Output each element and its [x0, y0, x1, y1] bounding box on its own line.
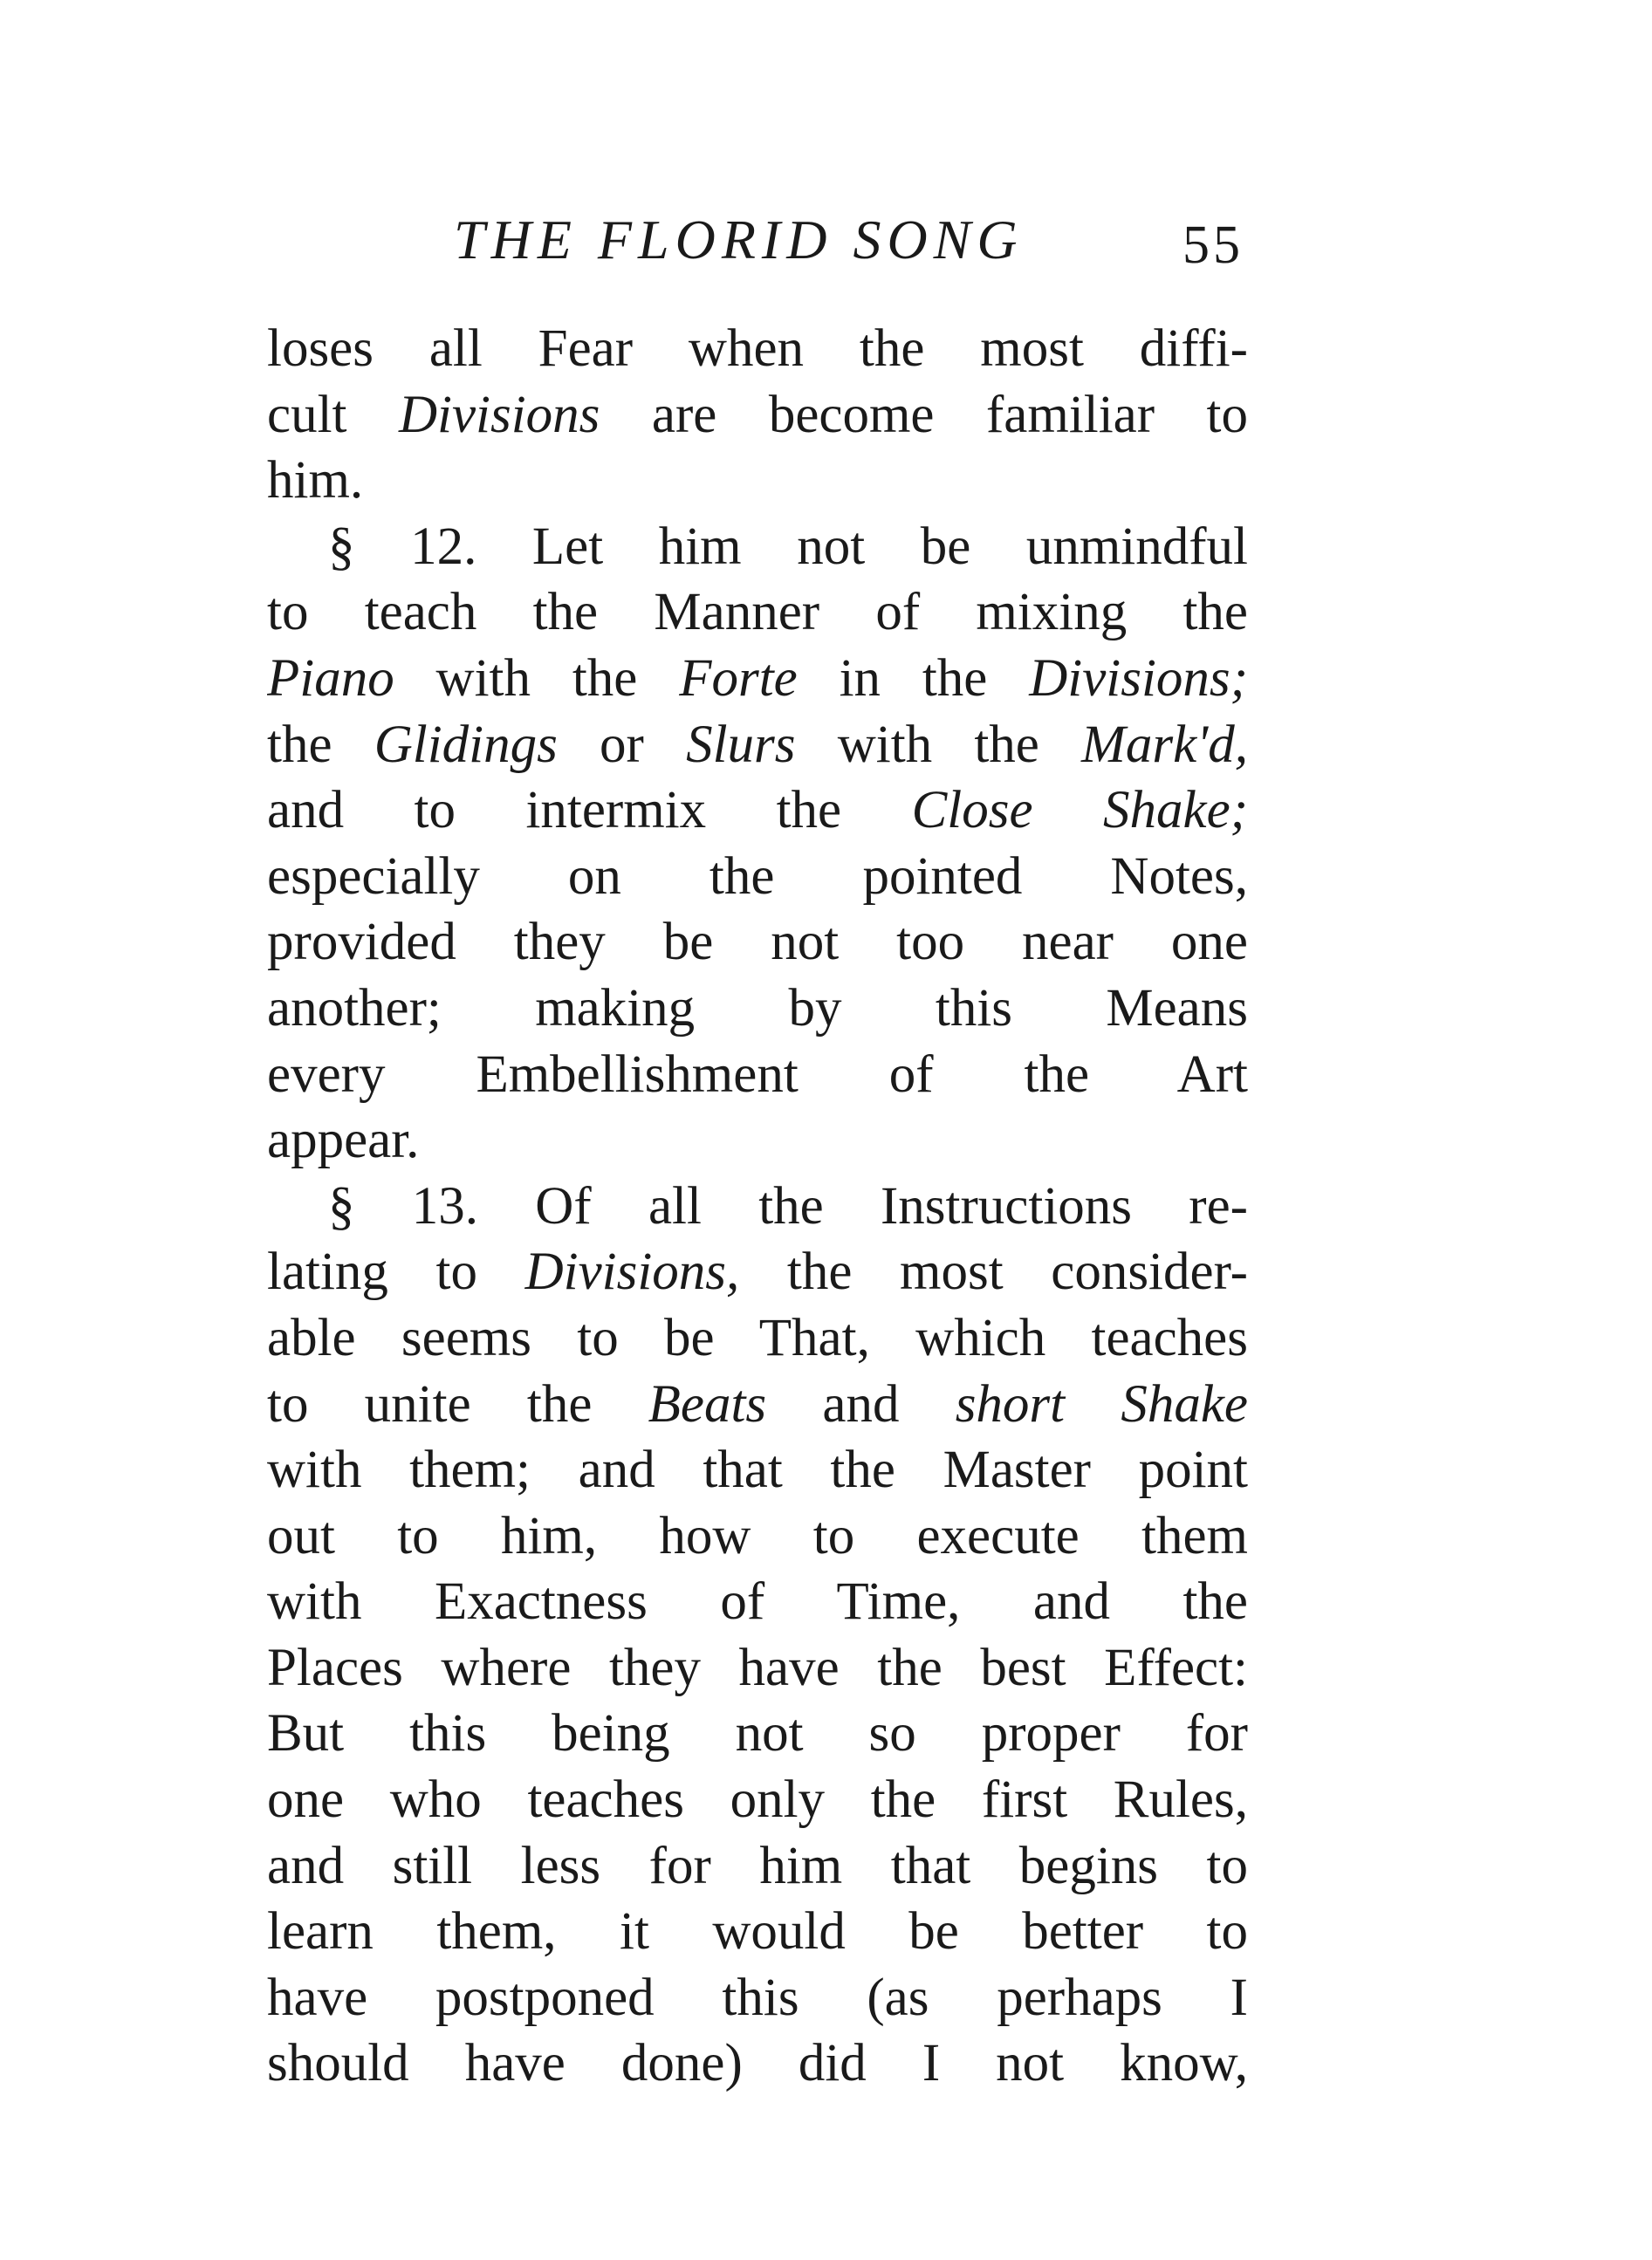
text-segment: have postponed this (as perhaps I	[267, 1968, 1248, 2027]
text-segment: or	[557, 715, 687, 774]
italic-text: Mark'd,	[1081, 715, 1248, 774]
text-segment: with them; and that the Master point	[267, 1441, 1248, 1500]
text-line	[267, 316, 1248, 382]
italic-text: Slurs	[686, 715, 796, 774]
text-line	[267, 1239, 1248, 1305]
text-line	[267, 2031, 1248, 2097]
text-line	[267, 1042, 1248, 1108]
text-segment: But this being not so proper for	[267, 1704, 1248, 1763]
text-segment: with the	[795, 715, 1082, 774]
text-line	[267, 1107, 1248, 1174]
text-segment: learn them, it would be better to	[267, 1902, 1248, 1962]
text-line	[267, 1635, 1248, 1702]
text-line	[267, 844, 1248, 910]
italic-text: Divisions;	[1029, 648, 1248, 708]
text-line	[267, 1437, 1248, 1503]
text-segment: able seems to be That, which teaches	[267, 1308, 1248, 1367]
text-line	[267, 646, 1248, 712]
text-segment: loses all Fear when the most diffi-	[267, 319, 1248, 378]
text-line	[267, 1503, 1248, 1570]
italic-text: Beats	[648, 1374, 767, 1434]
text-segment: the most consider-	[739, 1243, 1248, 1302]
text-line	[267, 579, 1248, 646]
text-line	[267, 1833, 1248, 1900]
italic-text: Glidings	[374, 715, 558, 774]
text-segment: with Exactness of Time, and the	[267, 1572, 1248, 1632]
text-segment: § 12. Let him not be unmindful	[328, 517, 1248, 576]
text-segment: and	[766, 1374, 956, 1434]
text-line	[267, 514, 1248, 580]
text-segment: out to him, how to execute them	[267, 1506, 1248, 1565]
text-segment: especially on the pointed Notes,	[267, 846, 1248, 906]
italic-text: short Shake	[955, 1374, 1248, 1434]
page-header	[0, 201, 1652, 279]
text-line	[267, 1372, 1248, 1438]
text-segment: another; making by this Means	[267, 978, 1248, 1038]
text-line	[267, 976, 1248, 1042]
text-segment: § 13. Of all the Instructions re-	[328, 1176, 1248, 1236]
text-line	[267, 712, 1248, 778]
text-line	[267, 382, 1248, 449]
text-line	[267, 1701, 1248, 1767]
text-line	[267, 1174, 1248, 1240]
text-segment: cult	[267, 385, 399, 444]
text-line	[267, 909, 1248, 976]
text-segment: to teach the Manner of mixing the	[267, 583, 1248, 642]
text-line	[267, 777, 1248, 844]
running-title: THE FLORID SONG	[454, 209, 1024, 271]
text-segment: in the	[797, 648, 1030, 708]
text-segment: to unite the	[267, 1374, 648, 1434]
text-segment: are become familiar to	[600, 385, 1248, 444]
text-segment: the	[267, 715, 374, 774]
page-number: 55	[1182, 216, 1244, 275]
text-line	[267, 1305, 1248, 1372]
italic-text: Divisions,	[524, 1243, 740, 1302]
text-line	[267, 448, 1248, 514]
italic-text: Piano	[267, 648, 394, 708]
text-segment: provided they be not too near one	[267, 913, 1248, 972]
text-segment: lating to	[267, 1243, 525, 1302]
text-segment: with the	[394, 648, 680, 708]
text-segment: appear.	[267, 1111, 420, 1170]
italic-text: Forte	[679, 648, 798, 708]
text-line	[267, 1965, 1248, 2031]
italic-text: Divisions	[398, 385, 600, 444]
text-segment: and still less for him that begins to	[267, 1836, 1248, 1895]
text-line	[267, 1899, 1248, 1965]
text-segment: him.	[267, 451, 364, 510]
italic-text: Close Shake;	[911, 781, 1248, 840]
text-line	[267, 1767, 1248, 1833]
text-segment: and to intermix the	[267, 781, 912, 840]
text-line	[267, 1569, 1248, 1635]
text-segment: should have done) did I not know,	[267, 2034, 1248, 2093]
text-segment: Places where they have the best Effect:	[267, 1638, 1248, 1697]
text-segment: one who teaches only the first Rules,	[267, 1770, 1248, 1830]
text-segment: every Embellishment of the Art	[267, 1044, 1248, 1104]
